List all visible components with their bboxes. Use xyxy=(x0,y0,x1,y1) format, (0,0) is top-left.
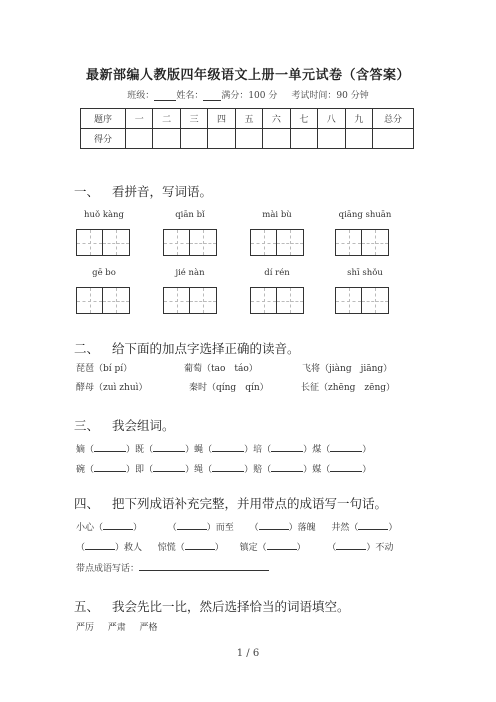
idiom-part: ） xyxy=(214,543,224,553)
section-2-heading xyxy=(74,339,300,357)
pinyin-label: jié nàn xyxy=(175,268,205,278)
character: 绳 xyxy=(194,465,204,475)
score-header-row xyxy=(81,109,414,129)
document-title: 最新部编人教版四年级语文上册一单元试卷（含答案） xyxy=(85,68,410,83)
idiom-row xyxy=(76,540,393,553)
idiom-part: ）救人 xyxy=(115,543,143,553)
idiom-part: ） xyxy=(133,523,143,533)
word-choice: 严格 xyxy=(139,623,158,633)
grid-cell[interactable] xyxy=(76,229,103,256)
pronunciation-item: 长征（zhēng zēng） xyxy=(301,383,396,393)
idiom-part: 镇定（ xyxy=(239,543,267,553)
answer-blank[interactable] xyxy=(271,443,303,452)
section-heading: 我会组词。 xyxy=(112,418,175,433)
grid-cell[interactable] xyxy=(277,287,304,314)
answer-blank[interactable] xyxy=(259,521,289,530)
answer-blank[interactable] xyxy=(94,443,126,452)
sentence-label: 带点成语写话： xyxy=(76,564,140,574)
score-cell[interactable] xyxy=(235,129,262,149)
writing-grid[interactable] xyxy=(250,287,304,314)
character: 煤 xyxy=(312,445,322,455)
class-label: 班级： xyxy=(127,91,155,101)
word-group-row: 嫡（ ）既（ ）蝇（ ）培（ ）煤（ ） xyxy=(76,445,372,455)
pinyin-label: dí rén xyxy=(264,268,290,278)
name-label: 姓名： xyxy=(176,91,204,101)
pinyin-label: huǒ kàng xyxy=(84,210,124,220)
writing-grid[interactable] xyxy=(335,229,389,256)
pronunciation-item: 飞将（jiàng jiāng） xyxy=(302,364,393,374)
idiom-part: ） xyxy=(388,523,398,533)
score-header-cell: 七 xyxy=(290,109,317,129)
grid-cell[interactable] xyxy=(76,287,103,314)
score-header-cell: 总分 xyxy=(373,109,414,129)
writing-grid[interactable] xyxy=(76,229,130,256)
score-value-row xyxy=(81,129,414,149)
grid-cell[interactable] xyxy=(103,287,130,314)
pinyin-label: qiān bǐ xyxy=(175,210,205,220)
pinyin-label: qiāng shuān xyxy=(338,210,392,220)
idiom-part: ）而至 xyxy=(206,523,234,533)
writing-grid[interactable] xyxy=(335,287,389,314)
answer-blank[interactable] xyxy=(185,541,215,550)
character: 既 xyxy=(135,445,145,455)
sentence-row xyxy=(76,561,269,574)
score-cell[interactable] xyxy=(345,129,373,149)
section-heading: 我会先比一比，然后选择恰当的词语填空。 xyxy=(112,599,350,614)
idiom-part: ）不动 xyxy=(366,543,394,553)
answer-blank[interactable] xyxy=(103,521,133,530)
writing-grid[interactable] xyxy=(163,229,217,256)
pronunciation-item: 琵琶（bí pí） xyxy=(76,364,133,374)
pinyin-label: mài bù xyxy=(262,210,292,220)
score-cell[interactable] xyxy=(263,129,290,149)
exam-meta xyxy=(0,88,496,101)
section-heading: 给下面的加点字选择正确的读音。 xyxy=(112,341,300,356)
exam-time: 考试时间：90 分钟 xyxy=(291,91,369,101)
section-number: 三、 xyxy=(74,418,100,433)
section-5-heading xyxy=(74,597,350,615)
grid-cell[interactable] xyxy=(277,229,304,256)
score-header-cell: 六 xyxy=(263,109,290,129)
pinyin-label: shī shǒu xyxy=(347,268,383,278)
score-cell[interactable] xyxy=(180,129,207,149)
score-cell[interactable] xyxy=(153,129,180,149)
answer-blank[interactable] xyxy=(267,541,297,550)
idiom-part: 井然（ xyxy=(331,523,359,533)
score-header-cell: 八 xyxy=(318,109,345,129)
score-header-cell: 九 xyxy=(345,109,373,129)
idiom-row xyxy=(76,520,397,533)
score-cell[interactable] xyxy=(208,129,235,149)
character: 即 xyxy=(135,465,145,475)
idiom-part: （ xyxy=(249,523,259,533)
writing-grid[interactable] xyxy=(250,229,304,256)
score-header-cell: 一 xyxy=(126,109,153,129)
score-row-label: 得分 xyxy=(81,129,126,149)
pronunciation-item: 秦时（qíng qín） xyxy=(189,383,269,393)
section-1-heading xyxy=(74,182,212,200)
score-table xyxy=(80,108,414,149)
answer-blank[interactable] xyxy=(330,463,362,472)
section-4-heading xyxy=(74,494,387,512)
character: 蝇 xyxy=(194,445,204,455)
word-choices xyxy=(76,620,158,633)
grid-cell[interactable] xyxy=(190,229,217,256)
idiom-part: ） xyxy=(296,543,306,553)
section-3-heading xyxy=(74,416,175,434)
character: 赔 xyxy=(253,465,263,475)
answer-blank[interactable] xyxy=(153,443,185,452)
answer-blank[interactable] xyxy=(271,463,303,472)
grid-cell[interactable] xyxy=(163,287,190,314)
grid-cell[interactable] xyxy=(190,287,217,314)
full-marks: 满分：100 分 xyxy=(221,91,278,101)
score-cell[interactable] xyxy=(373,129,414,149)
idiom-part: （ xyxy=(76,543,86,553)
grid-cell[interactable] xyxy=(335,229,362,256)
grid-cell[interactable] xyxy=(250,229,277,256)
grid-cell[interactable] xyxy=(103,229,130,256)
score-cell[interactable] xyxy=(318,129,345,149)
section-number: 四、 xyxy=(74,496,100,511)
word-choice: 严厉 xyxy=(76,623,95,633)
section-number: 五、 xyxy=(74,599,100,614)
grid-cell[interactable] xyxy=(335,287,362,314)
pronunciation-item: 葡萄（tao táo） xyxy=(184,364,258,374)
word-group-row: 碗（ ）即（ ）绳（ ）赔（ ）媒（ ） xyxy=(76,465,372,475)
pronunciation-item: 酵母（zuì zhuì） xyxy=(76,383,148,393)
answer-blank[interactable] xyxy=(177,521,207,530)
section-heading: 看拼音，写词语。 xyxy=(112,184,213,199)
answer-blank[interactable] xyxy=(212,443,244,452)
name-blank xyxy=(203,91,221,101)
idiom-part: （ xyxy=(327,543,337,553)
score-header-cell: 四 xyxy=(208,109,235,129)
score-header-cell: 二 xyxy=(153,109,180,129)
idiom-part: （ xyxy=(167,523,177,533)
score-header-cell: 题序 xyxy=(81,109,126,129)
character: 碗 xyxy=(76,465,86,475)
grid-cell[interactable] xyxy=(250,287,277,314)
grid-cell[interactable] xyxy=(362,287,389,314)
section-number: 二、 xyxy=(74,341,100,356)
idiom-part: ）落魄 xyxy=(288,523,316,533)
answer-blank[interactable] xyxy=(212,463,244,472)
answer-blank[interactable] xyxy=(85,541,115,550)
writing-grid[interactable] xyxy=(76,287,130,314)
answer-blank[interactable] xyxy=(336,541,366,550)
page-number: 1 / 6 xyxy=(236,648,260,659)
idiom-part: 惊慌（ xyxy=(157,543,185,553)
section-number: 一、 xyxy=(74,184,100,199)
score-header-cell: 五 xyxy=(235,109,262,129)
word-choice: 严肃 xyxy=(107,623,126,633)
score-cell[interactable] xyxy=(290,129,317,149)
writing-grid[interactable] xyxy=(163,287,217,314)
character: 培 xyxy=(253,445,263,455)
character: 嫡 xyxy=(76,445,86,455)
section-heading: 把下列成语补充完整，并用带点的成语写一句话。 xyxy=(112,496,388,511)
answer-blank[interactable] xyxy=(153,463,185,472)
answer-blank[interactable] xyxy=(94,463,126,472)
grid-cell[interactable] xyxy=(362,229,389,256)
sentence-blank[interactable] xyxy=(139,562,269,571)
grid-cell[interactable] xyxy=(163,229,190,256)
answer-blank[interactable] xyxy=(330,443,362,452)
pinyin-label: gē bo xyxy=(92,268,116,278)
idiom-part: 小心（ xyxy=(76,523,104,533)
score-header-cell: 三 xyxy=(180,109,207,129)
character: 媒 xyxy=(312,465,322,475)
answer-blank[interactable] xyxy=(358,521,388,530)
class-blank xyxy=(154,91,176,101)
score-cell[interactable] xyxy=(126,129,153,149)
